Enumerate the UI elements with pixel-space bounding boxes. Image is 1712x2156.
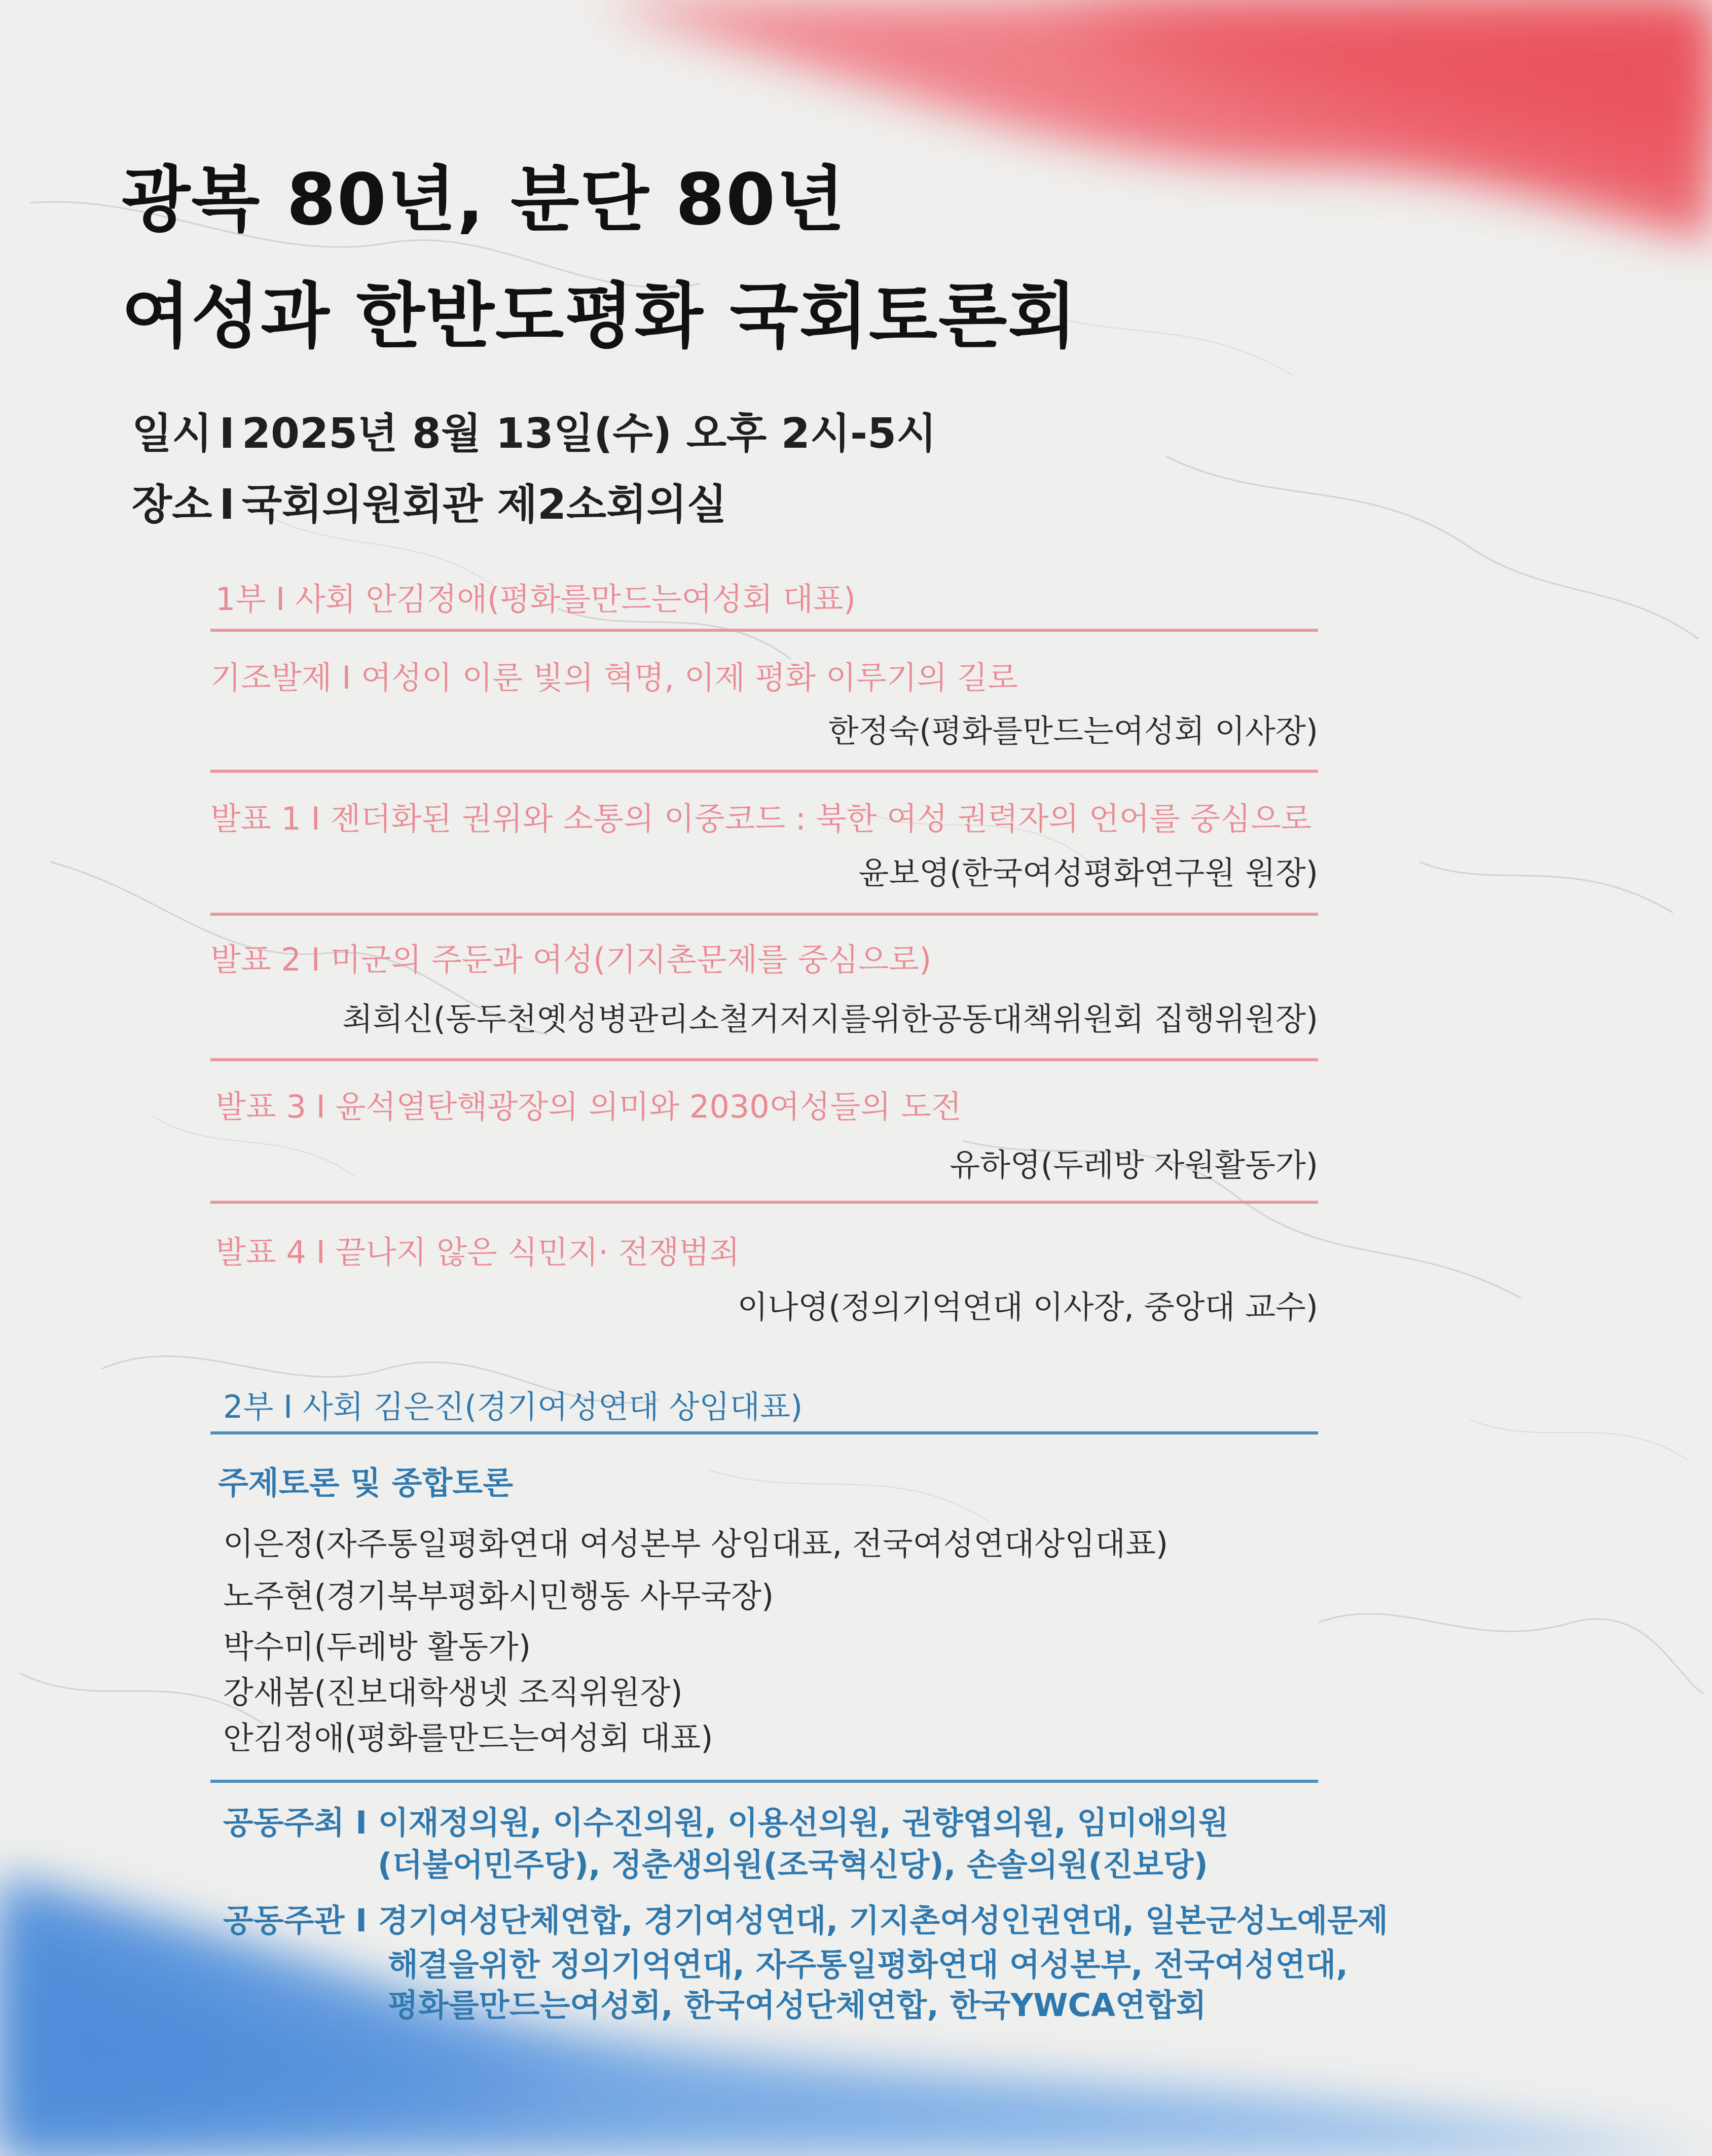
coorganizer-line-3: 평화를만드는여성회, 한국여성단체연합, 한국YWCA연합회 [388,1987,1207,2024]
divider [210,770,1318,773]
part2-heading: 2부 I 사회 김은진(경기여성연대 상임대표) [223,1388,803,1425]
panelist: 강새봄(진보대학생넷 조직위원장) [223,1674,683,1711]
place-value: 국회의원회관 제2소회의실 [241,481,727,529]
session-speaker: 한정숙(평화를만드는여성회 이사장) [828,712,1318,749]
part1-heading: 1부 I 사회 안김정애(평화를만드는여성회 대표) [215,581,856,618]
session-title: 발표 3 I 윤석열탄핵광장의 의미와 2030여성들의 도전 [215,1088,962,1125]
poster-title [122,142,1078,375]
session-title: 발표 2 I 미군의 주둔과 여성(기지촌문제를 중심으로) [210,941,932,978]
divider [210,1780,1318,1783]
separator: I [219,481,235,529]
panelist: 노주현(경기북부평화시민행동 사무국장) [223,1577,774,1614]
event-date [132,401,936,460]
divider [210,913,1318,916]
date-value: 2025년 8월 13일(수) 오후 2시-5시 [241,410,937,458]
session-speaker: 이나영(정의기억연대 이사장, 중앙대 교수) [737,1288,1318,1325]
event-place [132,472,727,531]
cohost-label: 공동주최 I [223,1804,368,1841]
separator: I [219,410,235,458]
panelist: 안김정애(평화를만드는여성회 대표) [223,1719,713,1756]
session-title: 발표 4 I 끝나지 않은 식민지· 전쟁범죄 [215,1234,740,1271]
panelist: 이은정(자주통일평화연대 여성본부 상임대표, 전국여성연대상임대표) [223,1525,1169,1562]
coorganizer-line-1: 경기여성단체연합, 경기여성연대, 기지촌여성인권연대, 일본군성노예문제 [378,1902,1388,1939]
session-title: 발표 1 I 젠더화된 권위와 소통의 이중코드 : 북한 여성 권력자의 언어를 중심으로 [210,800,1312,837]
part2-subheading: 주제토론 및 종합토론 [218,1464,514,1501]
title-line-2: 여성과 한반도평화 국회토론회 [122,275,1078,358]
cohost-line-2: (더불어민주당), 정춘생의원(조국혁신당), 손솔의원(진보당) [378,1846,1208,1883]
divider [210,1431,1318,1434]
panelist: 박수미(두레방 활동가) [223,1628,531,1665]
divider [210,629,1318,632]
divider [210,1058,1318,1061]
date-label: 일시 [132,410,212,458]
session-speaker: 유하영(두레방 자원활동가) [950,1146,1318,1183]
cohost-line-1: 이재정의원, 이수진의원, 이용선의원, 권향엽의원, 임미애의원 [378,1804,1229,1841]
place-label: 장소 [132,481,212,529]
coorganizer-line-2: 해결을위한 정의기억연대, 자주통일평화연대 여성본부, 전국여성연대, [388,1946,1348,1983]
coorganizer [223,1895,1388,1941]
cohost [223,1798,1229,1843]
session-speaker: 윤보영(한국여성평화연구원 원장) [858,854,1318,891]
session-speaker: 최희신(동두천옛성병관리소철거저지를위한공동대책위원회 집행위원장) [342,1000,1318,1037]
session-title: 기조발제 I 여성이 이룬 빛의 혁명, 이제 평화 이루기의 길로 [210,659,1018,696]
divider [210,1201,1318,1204]
coorganizer-label: 공동주관 I [223,1902,368,1939]
title-line-1: 광복 80년, 분단 80년 [122,159,846,241]
